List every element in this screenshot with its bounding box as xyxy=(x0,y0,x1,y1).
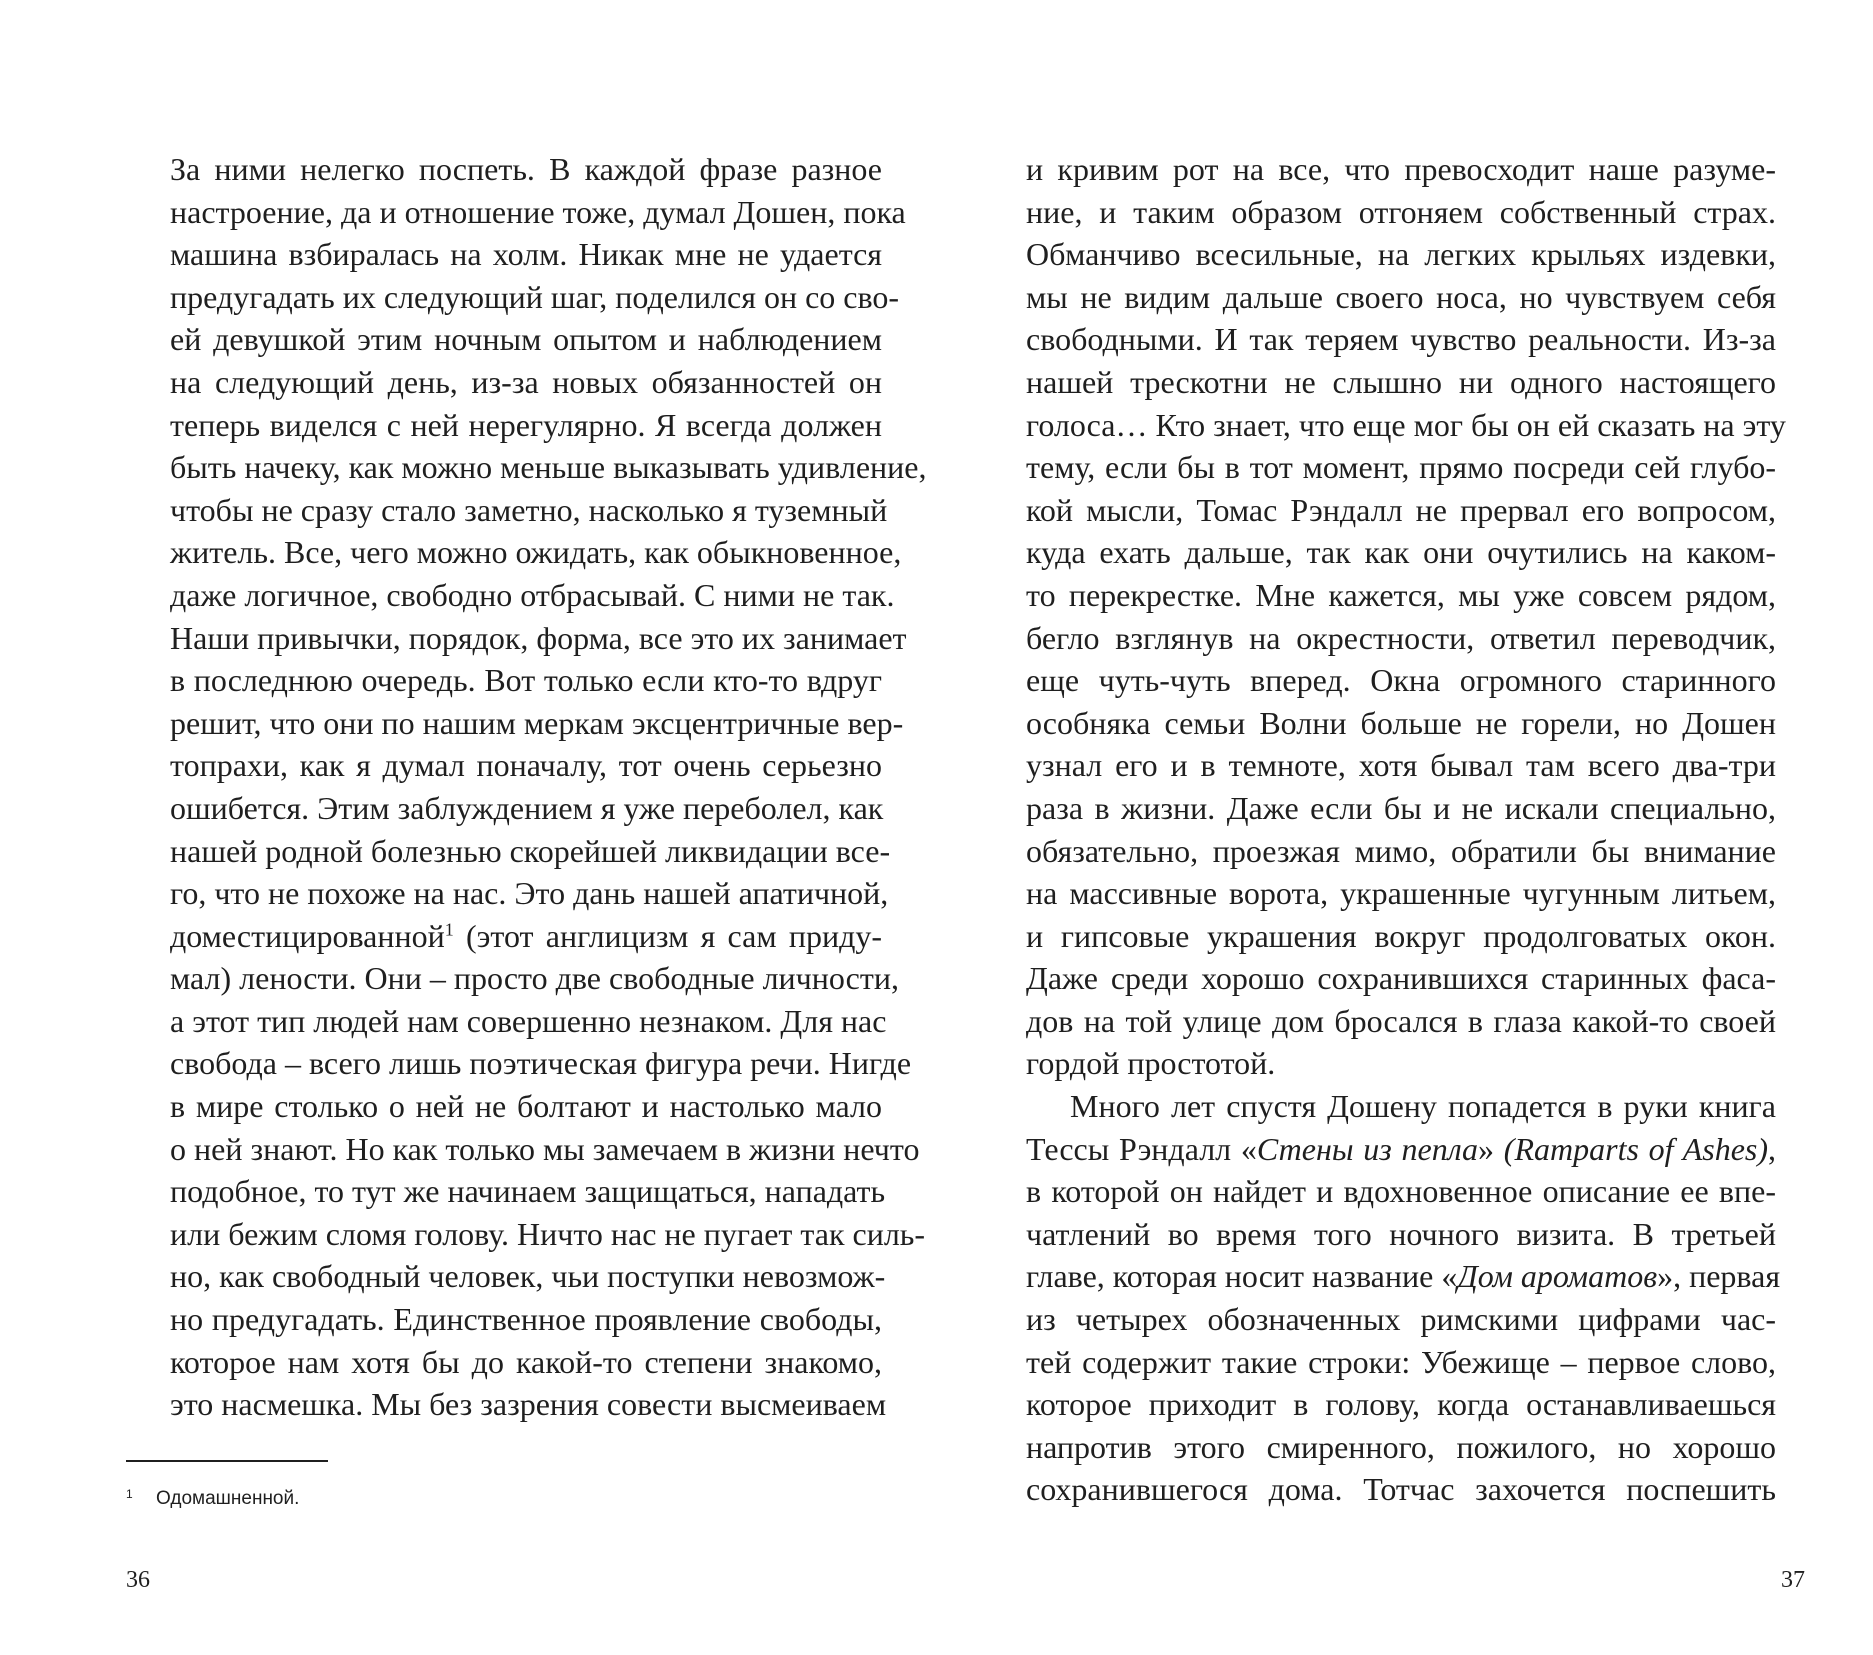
text-fragment: Тессы Рэндалл « xyxy=(1026,1130,1257,1167)
text-line: быть начеку, как можно меньше выказывать удивление, xyxy=(170,449,927,486)
text-fragment: », первая xyxy=(1657,1258,1781,1295)
right-paragraph-continuation xyxy=(1026,148,1786,1085)
text-line: раза в жизни. Даже если бы и не искали специально, xyxy=(1026,789,1776,826)
text-line: Наши привычки, порядок, форма, все это их занимает xyxy=(170,619,907,656)
text-line: или бежим сломя голову. Ничто нас не пугает так силь- xyxy=(170,1215,926,1252)
text-line: даже логичное, свободно отбрасывай. С ними не так. xyxy=(170,576,895,613)
book-title-english: (Ramparts of Ashes) xyxy=(1503,1130,1769,1167)
left-page-body xyxy=(126,148,927,1426)
footnote-text: Одомашненной. xyxy=(156,1488,300,1509)
text-line: решит, что они по нашим меркам эксцентричные вер- xyxy=(170,704,904,741)
text-line: чтобы не сразу стало заметно, насколько я туземный xyxy=(170,491,888,528)
text-line: и кривим рот на все, что превосходит наше разуме- xyxy=(1026,151,1776,187)
footnote xyxy=(126,1486,826,1512)
text-line: еще чуть-чуть вперед. Окна огромного старинного xyxy=(1026,662,1776,699)
text-line: куда ехать дальше, так как они очутились на каком- xyxy=(1026,534,1776,571)
text-fragment: главе, которая носит название « xyxy=(1026,1258,1458,1295)
footnote-divider xyxy=(126,1460,328,1462)
text-line: За ними нелегко поспеть. В каждой фразе разное xyxy=(170,151,882,187)
text-line: теперь виделся с ней нерегулярно. Я всегда должен xyxy=(170,406,882,443)
text-line: подобное, то тут же начинаем защищаться, нападать xyxy=(170,1173,886,1210)
text-line: но, как свободный человек, чьи поступки невозмож- xyxy=(170,1258,886,1295)
footnote-reference[interactable]: 1 xyxy=(444,919,454,940)
text-line: свободными. И так теряем чувство реальности. Из-за xyxy=(1026,321,1776,358)
text-line: в которой он найдет и вдохновенное описание ее впе- xyxy=(1026,1173,1776,1210)
text-line: ние, и таким образом отгоняем собственный страх. xyxy=(1026,193,1776,230)
text-line: нашей трескотни не слышно ни одного настоящего xyxy=(1026,363,1776,400)
left-paragraph xyxy=(126,148,927,1426)
text-line: узнал его и в темноте, хотя бывал там всего два-три xyxy=(1026,747,1776,784)
text-line: напротив этого смиренного, пожилого, но хорошо xyxy=(1026,1428,1776,1465)
text-line: на массивные ворота, украшенные чугунным литьем, xyxy=(1026,875,1776,912)
text-line: которое приходит в голову, когда останавливаешься xyxy=(1026,1386,1776,1423)
footnote-marker: 1 xyxy=(126,1487,133,1501)
text-line: то перекрестке. Мне кажется, мы уже совсем рядом, xyxy=(1026,576,1776,613)
text-fragment: (этот англицизм я сам приду- xyxy=(453,917,882,954)
text-line: тему, если бы в тот момент, прямо посреди сей глубо- xyxy=(1026,449,1776,486)
text-line: тей содержит такие строки: Убежище – первое слово, xyxy=(1026,1343,1776,1380)
book-title-russian: Стены из пепла xyxy=(1256,1130,1479,1167)
text-line: в последнюю очередь. Вот только если кто-то вдруг xyxy=(170,662,882,699)
text-line: Даже среди хорошо сохранившихся старинных фаса- xyxy=(1026,960,1776,997)
text-line: голоса… Кто знает, что еще мог бы он ей сказать на эту xyxy=(1026,406,1786,443)
text-line: Много лет спустя Дошену попадется в руки книга xyxy=(1070,1088,1776,1125)
chapter-title: Дом ароматов xyxy=(1457,1258,1658,1295)
right-page-body xyxy=(1026,148,1786,1511)
text-line: дов на той улице дом бросался в глаза какой-то своей xyxy=(1026,1002,1776,1039)
text-line: машина взбиралась на холм. Никак мне не удается xyxy=(170,236,882,273)
text-line: обязательно, проезжая мимо, обратили бы внимание xyxy=(1026,832,1776,869)
text-line: особняка семьи Волни больше не горели, но Дошен xyxy=(1026,704,1776,741)
left-page xyxy=(0,0,936,1655)
page-number-left: 36 xyxy=(126,1567,150,1593)
text-line-with-title xyxy=(1026,1128,1776,1171)
text-line: чатлений во время того ночного визита. В третьей xyxy=(1026,1215,1776,1252)
text-line: сохранившегося дома. Тотчас захочется поспешить xyxy=(1026,1471,1776,1508)
text-line: ей девушкой этим ночным опытом и наблюдением xyxy=(170,321,882,358)
text-line: Обманчиво всесильные, на легких крыльях издевки, xyxy=(1026,236,1776,273)
text-line: это насмешка. Мы без зазрения совести высмеиваем xyxy=(170,1386,887,1423)
right-paragraph-book xyxy=(1026,1085,1781,1511)
text-line: топрахи, как я думал поначалу, тот очень серьезно xyxy=(170,747,882,784)
text-line-with-title xyxy=(1026,1255,1781,1298)
text-line: а этот тип людей нам совершенно незнаком. Для нас xyxy=(170,1002,887,1039)
text-line: из четырех обозначенных римскими цифрами час- xyxy=(1026,1301,1776,1338)
text-line: которое нам хотя бы до какой-то степени знакомо, xyxy=(170,1343,882,1380)
text-line: но предугадать. Единственное проявление свободы, xyxy=(170,1301,882,1338)
text-line: на следующий день, из-за новых обязанностей он xyxy=(170,363,882,400)
text-line: житель. Все, чего можно ожидать, как обыкновенное, xyxy=(170,534,902,571)
text-fragment: » xyxy=(1478,1130,1504,1167)
text-line: мы не видим дальше своего носа, но чувствуем себя xyxy=(1026,278,1776,315)
text-line: ошибется. Этим заблуждением я уже переболел, как xyxy=(170,789,884,826)
text-line: настроение, да и отношение тоже, думал Дошен, пока xyxy=(170,193,906,230)
text-line-with-footnote xyxy=(126,915,882,958)
text-fragment: доместицированной xyxy=(170,917,445,954)
text-line: нашей родной болезнью скорейшей ликвидации все- xyxy=(170,832,891,869)
text-fragment: , xyxy=(1768,1130,1777,1167)
text-line: бегло взглянув на окрестности, ответил переводчик, xyxy=(1026,619,1776,656)
text-line: предугадать их следующий шаг, поделился он со сво- xyxy=(170,278,900,315)
text-line: и гипсовые украшения вокруг продолговатых окон. xyxy=(1026,917,1776,954)
text-line: свобода – всего лишь поэтическая фигура речи. Нигде xyxy=(170,1045,912,1082)
text-line: мал) лености. Они – просто две свободные личности, xyxy=(170,960,899,997)
text-line: в мире столько о ней не болтают и настолько мало xyxy=(170,1088,882,1125)
text-line: кой мысли, Томас Рэндалл не прервал его вопросом, xyxy=(1026,491,1776,528)
right-page xyxy=(936,0,1873,1655)
text-line: го, что не похоже на нас. Это дань нашей апатичной, xyxy=(170,875,889,912)
page-number-right: 37 xyxy=(1781,1567,1805,1593)
text-line: гордой простотой. xyxy=(1026,1045,1276,1082)
text-line: о ней знают. Но как только мы замечаем в жизни нечто xyxy=(170,1130,920,1167)
